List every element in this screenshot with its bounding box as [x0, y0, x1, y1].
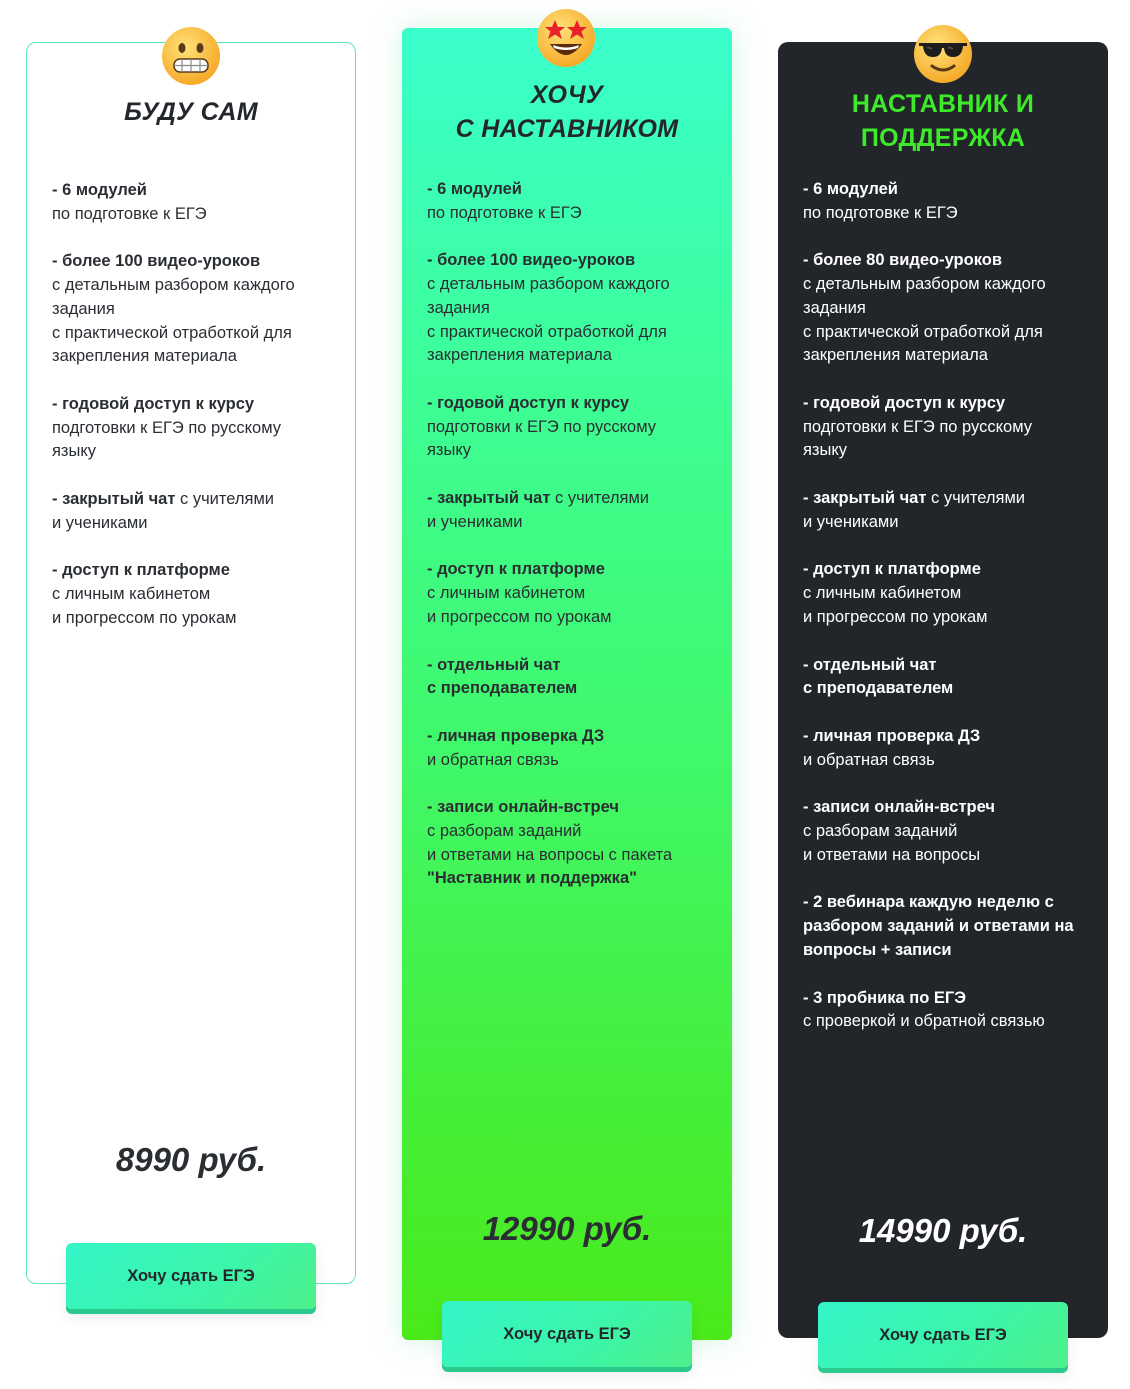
feature-line: [803, 297, 1093, 321]
feature-line: [803, 178, 1093, 202]
feature-highlight: - более 100 видео-уроков: [52, 252, 261, 271]
feature-line: [427, 844, 717, 868]
feature-text: подготовки к ЕГЭ по русскому: [427, 417, 656, 436]
feature-item: [803, 796, 1093, 867]
feature-item: [803, 891, 1093, 962]
feature-item: [803, 249, 1093, 368]
feature-line: [427, 558, 717, 582]
feature-highlight: - 2 вебинара каждую неделю с: [803, 893, 1054, 912]
feature-line: [803, 273, 1093, 297]
feature-line: [803, 321, 1093, 345]
feature-line: [427, 273, 717, 297]
feature-highlight: - более 80 видео-уроков: [803, 251, 1002, 270]
buy-button-mentor[interactable]: Хочу сдать ЕГЭ: [442, 1301, 692, 1367]
feature-highlight: - доступ к платформе: [52, 561, 230, 580]
feature-line: [427, 249, 717, 273]
feature-list: [427, 178, 717, 915]
feature-highlight: - 6 модулей: [52, 181, 147, 199]
feature-highlight: - личная проверка ДЗ: [803, 726, 981, 745]
feature-line: [52, 298, 342, 322]
feature-item: [52, 179, 342, 226]
feature-highlight: с преподавателем: [803, 679, 954, 698]
feature-line: [803, 749, 1093, 773]
feature-list: [52, 179, 342, 655]
feature-text: закрепления материала: [803, 346, 988, 365]
feature-text: с разборам заданий: [427, 822, 582, 841]
feature-list: [803, 178, 1093, 1058]
feature-text: с практической отработкой для: [52, 323, 292, 342]
feature-text: с практической отработкой для: [803, 322, 1043, 341]
feature-line: [52, 274, 342, 298]
feature-text: задания: [52, 299, 115, 318]
star-struck-face-icon: [536, 8, 596, 68]
feature-line: [52, 417, 342, 441]
feature-text: с детальным разбором каждого: [52, 276, 295, 295]
feature-item: [52, 393, 342, 464]
feature-item: [803, 987, 1093, 1034]
feature-item: [803, 558, 1093, 629]
feature-highlight: - более 100 видео-уроков: [427, 251, 636, 270]
feature-line: [803, 915, 1093, 939]
feature-item: [427, 392, 717, 463]
feature-line: [803, 416, 1093, 440]
feature-line: [427, 487, 717, 511]
feature-text: с детальным разбором каждого: [803, 275, 1046, 294]
feature-line: [803, 939, 1093, 963]
feature-line: [52, 322, 342, 346]
feature-highlight: - годовой доступ к курсу: [427, 393, 630, 412]
feature-item: [427, 796, 717, 891]
feature-line: [427, 344, 717, 368]
plan-title: ХОЧУ С НАСТАВНИКОМ: [455, 81, 679, 143]
feature-text: с учителями: [926, 489, 1026, 508]
feature-item: [803, 654, 1093, 701]
feature-line: [427, 820, 717, 844]
feature-line: [52, 488, 342, 512]
feature-text: задания: [803, 298, 866, 317]
feature-text: с проверкой и обратной связью: [803, 1012, 1045, 1031]
feature-text: задания: [427, 298, 490, 317]
feature-line: [803, 1010, 1093, 1034]
feature-line: [427, 297, 717, 321]
buy-button-self[interactable]: Хочу сдать ЕГЭ: [66, 1243, 316, 1309]
feature-line: [803, 844, 1093, 868]
feature-highlight: - записи онлайн-встреч: [803, 798, 995, 817]
feature-line: [427, 654, 717, 678]
feature-item: [52, 488, 342, 535]
buy-button-mentor-support[interactable]: Хочу сдать ЕГЭ: [818, 1302, 1068, 1368]
feature-highlight: - отдельный чат: [427, 655, 561, 674]
feature-text: по подготовке к ЕГЭ: [52, 204, 207, 223]
feature-text: по подготовке к ЕГЭ: [427, 203, 582, 222]
feature-text: по подготовке к ЕГЭ: [803, 203, 958, 222]
feature-highlight: - доступ к платформе: [427, 560, 605, 579]
plan-card-self: [26, 42, 356, 1284]
feature-line: [803, 439, 1093, 463]
feature-line: [427, 511, 717, 535]
feature-line: [427, 725, 717, 749]
feature-item: [803, 725, 1093, 772]
feature-line: [803, 487, 1093, 511]
feature-item: [427, 558, 717, 629]
feature-highlight: - закрытый чат: [52, 490, 176, 509]
feature-item: [803, 178, 1093, 225]
feature-text: подготовки к ЕГЭ по русскому: [803, 417, 1032, 436]
feature-highlight: - закрытый чат: [803, 489, 927, 508]
feature-line: [803, 820, 1093, 844]
feature-highlight: - отдельный чат: [803, 655, 937, 674]
feature-line: [52, 203, 342, 227]
feature-line: [803, 582, 1093, 606]
feature-item: [427, 487, 717, 534]
feature-highlight: - закрытый чат: [427, 489, 551, 508]
feature-line: [427, 867, 717, 891]
feature-line: [803, 344, 1093, 368]
feature-text: языку: [427, 441, 472, 460]
feature-line: [803, 249, 1093, 273]
feature-line: [803, 511, 1093, 535]
feature-line: [427, 582, 717, 606]
feature-line: [427, 796, 717, 820]
feature-line: [52, 583, 342, 607]
feature-highlight: - личная проверка ДЗ: [427, 726, 605, 745]
plan-price: 12990 руб.: [482, 1210, 652, 1247]
feature-text: с личным кабинетом: [52, 585, 211, 604]
feature-text: с учителями: [550, 489, 650, 508]
feature-line: [427, 178, 717, 202]
feature-line: [52, 440, 342, 464]
feature-highlight: - записи онлайн-встреч: [427, 798, 619, 817]
feature-line: [803, 558, 1093, 582]
feature-text: закрепления материала: [52, 347, 237, 366]
feature-text: и ответами на вопросы с пакета: [427, 845, 673, 864]
feature-line: [803, 987, 1093, 1011]
feature-item: [427, 654, 717, 701]
feature-text: с личным кабинетом: [427, 584, 586, 603]
feature-item: [803, 392, 1093, 463]
feature-text: и обратная связь: [427, 750, 559, 769]
feature-highlight: с преподавателем: [427, 679, 578, 698]
feature-text: закрепления материала: [427, 346, 612, 365]
feature-text: и прогрессом по урокам: [427, 607, 612, 626]
grimacing-face-icon: [161, 26, 221, 86]
feature-line: [803, 654, 1093, 678]
feature-item: [427, 249, 717, 368]
feature-text: и учениками: [52, 513, 148, 532]
feature-text: подготовки к ЕГЭ по русскому: [52, 418, 281, 437]
feature-line: [427, 416, 717, 440]
feature-item: [52, 250, 342, 369]
feature-highlight: - доступ к платформе: [803, 560, 981, 579]
feature-text: с практической отработкой для: [427, 322, 667, 341]
feature-line: [427, 677, 717, 701]
feature-line: [52, 559, 342, 583]
feature-line: [52, 607, 342, 631]
feature-text: и прогрессом по урокам: [803, 607, 988, 626]
feature-line: [427, 439, 717, 463]
feature-item: [803, 487, 1093, 534]
feature-text: и ответами на вопросы: [803, 845, 981, 864]
feature-line: [427, 202, 717, 226]
feature-line: [803, 891, 1093, 915]
feature-highlight: - годовой доступ к курсу: [803, 393, 1006, 412]
feature-line: [427, 321, 717, 345]
feature-item: [52, 559, 342, 630]
feature-line: [803, 606, 1093, 630]
feature-text: с личным кабинетом: [803, 584, 962, 603]
feature-item: [427, 725, 717, 772]
feature-text: с детальным разбором каждого: [427, 275, 670, 294]
feature-line: [803, 725, 1093, 749]
feature-line: [52, 345, 342, 369]
feature-text: и учениками: [803, 512, 899, 531]
feature-text: языку: [52, 442, 97, 461]
feature-line: [52, 250, 342, 274]
plan-card-mentor-support: [778, 42, 1108, 1338]
feature-item: [427, 178, 717, 225]
feature-highlight: - 6 модулей: [427, 180, 522, 198]
feature-text: и прогрессом по урокам: [52, 608, 237, 627]
feature-highlight: "Наставник и поддержка": [427, 869, 637, 888]
sunglasses-face-icon: [913, 24, 973, 84]
feature-text: с учителями: [175, 490, 275, 509]
feature-text: языку: [803, 441, 848, 460]
feature-line: [427, 749, 717, 773]
feature-line: [427, 392, 717, 416]
feature-highlight: - 3 пробника по ЕГЭ: [803, 988, 967, 1007]
feature-line: [803, 392, 1093, 416]
feature-highlight: - годовой доступ к курсу: [52, 394, 255, 413]
plan-price: 14990 руб.: [858, 1212, 1028, 1249]
feature-text: с разборам заданий: [803, 822, 958, 841]
plan-title: БУДУ САМ: [124, 98, 258, 126]
feature-text: и обратная связь: [803, 750, 935, 769]
feature-line: [803, 677, 1093, 701]
plan-price: 8990 руб.: [115, 1141, 267, 1178]
plan-card-mentor: [402, 28, 732, 1340]
feature-text: и учениками: [427, 512, 523, 531]
feature-line: [427, 606, 717, 630]
feature-highlight: разбором заданий и ответами на: [803, 917, 1074, 936]
feature-highlight: вопросы + записи: [803, 940, 952, 959]
feature-highlight: - 6 модулей: [803, 180, 898, 198]
feature-line: [52, 393, 342, 417]
feature-line: [803, 202, 1093, 226]
feature-line: [803, 796, 1093, 820]
plan-title: НАСТАВНИК И ПОДДЕРЖКА: [851, 90, 1035, 152]
feature-line: [52, 512, 342, 536]
feature-line: [52, 179, 342, 203]
